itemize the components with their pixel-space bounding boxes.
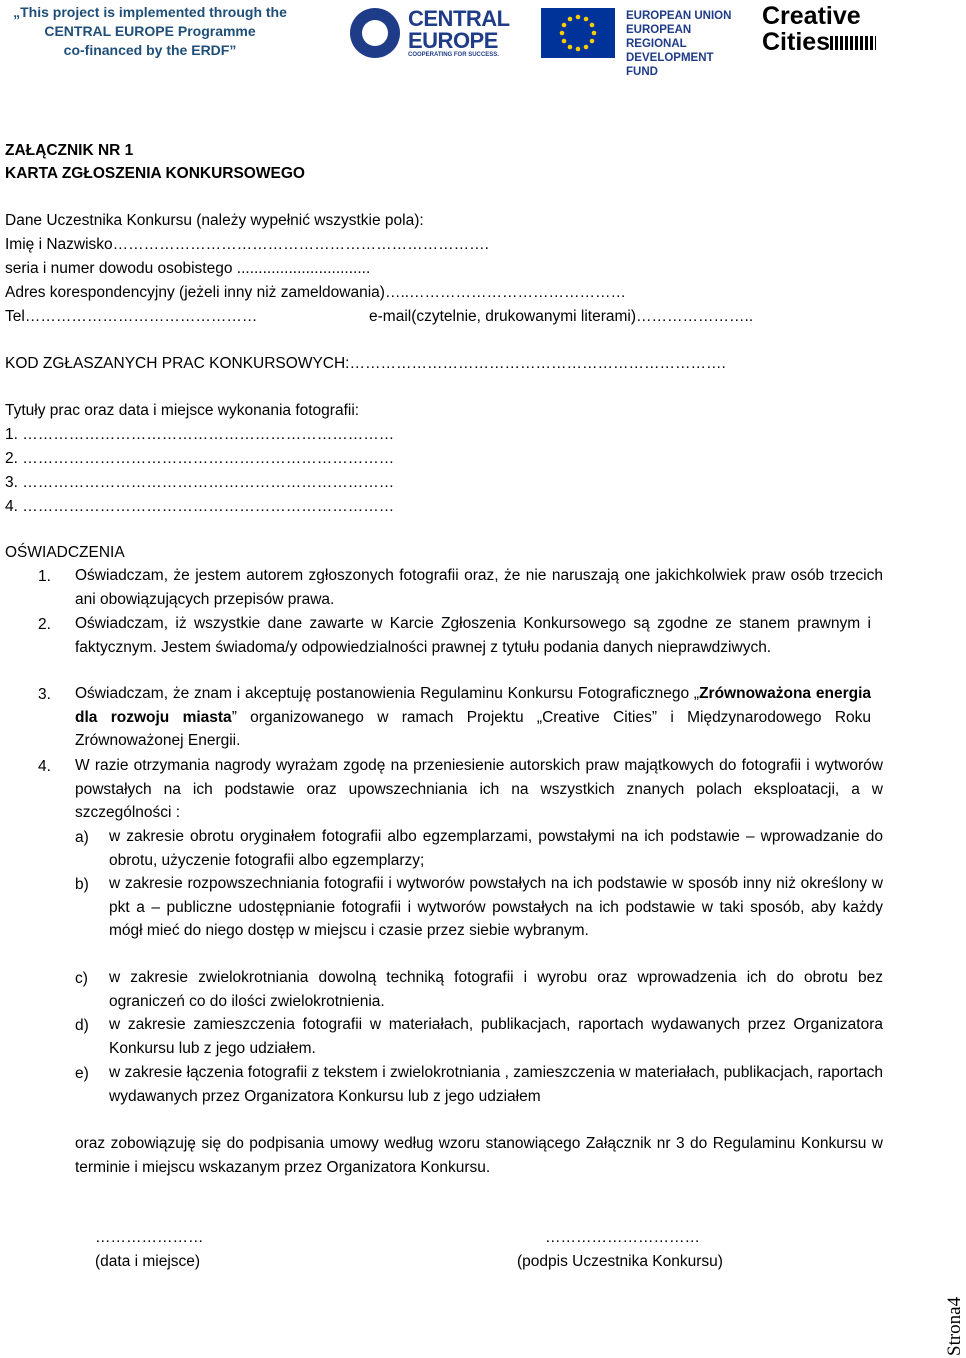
tel-field[interactable]: Tel……………………………………… [5,308,258,325]
signature-field[interactable]: ………………………… [545,1229,700,1246]
sub-item-c-letter: c) [75,970,88,987]
title-entry-4[interactable]: 4. ……………………………………………………………… [5,498,395,515]
eu-fund-label [626,9,746,79]
sub-item-c-text: w zakresie zwielokrotniania dowolną techniką fotografii i wyrobu oraz wprowadzenia ich do obrotu bez ograniczeń co do ilości zwielokrotnienia. [109,969,883,1010]
declaration-3-text-end: ” organizowanego w ramach Projektu „Creative Cities” i Międzynarodowego Roku Zrównoważonej Energii. [75,708,872,749]
project-line-1: „This project is implemented through the [13,4,287,20]
declaration-4-number: 4. [38,758,51,775]
declaration-3-text-start: Oświadczam, że znam i akceptuję postanowienia Regulaminu Konkursu Fotograficznego „ [75,685,700,702]
declaration-3-text [75,682,871,753]
sub-item-b-letter: b) [75,876,89,893]
address-field[interactable]: Adres korespondencyjny (jeżeli inny niż zameldowania)…..…………………………………… [5,284,627,301]
form-title: KARTA ZGŁOSZENIA KONKURSOWEGO [5,165,305,182]
central-europe-emblem-icon [350,8,400,58]
declaration-3-number: 3. [38,686,51,703]
works-code-field[interactable]: KOD ZGŁASZANYCH PRAC KONKURSOWYCH:………………………………………………………………. [5,355,726,372]
cc-dots-icon [830,36,876,50]
declaration-2-text: Oświadczam, iż wszystkie dane zawarte w Karcie Zgłoszenia Konkursowego są zgodne ze stanem prawnym i faktycznym. Jestem świadoma/y odpowiedzialności prawnej z tytułu podania danych nieprawdziwych. [75,615,871,656]
sub-item-d-letter: d) [75,1017,89,1034]
sub-item-a-text: w zakresie obrotu oryginałem fotografii albo egzemplarzami, powstałymi na ich podstawie – wprowadzanie do obrotu, użyczenie fotografii albo egzemplarzy; [109,828,883,869]
declarations-heading: OŚWIADCZENIA [5,544,125,561]
annex-title: ZAŁĄCZNIK NR 1 [5,142,134,159]
creative-cities-logo [762,3,876,55]
project-statement [0,3,300,60]
date-place-field[interactable]: ………………… [95,1229,204,1246]
eu-flag-icon [541,8,615,58]
page-number: Strona4 [944,1296,965,1356]
cc-line-2: Cities [762,28,831,56]
sub-item-d-text: w zakresie zamieszczenia fotografii w materiałach, publikacjach, raportach wydawanych przez Organizatora Konkursu lub z jego udziałem. [109,1016,883,1057]
name-field[interactable]: Imię i Nazwisko………………………………………………………………. [5,236,489,253]
closing-statement: oraz zobowiązuję się do podpisania umowy według wzoru stanowiącego Załącznik nr 3 do Regulaminu Konkursu w terminie i miejscu wskazanym przez Organizatora Konkursu. [75,1135,883,1176]
sub-item-e-text: w zakresie łączenia fotografii z tekstem i zwielokrotniania , zamieszczenia w materiałach, publikacjach, raportach wydawanych przez Organizatora Konkursu lub z jego udziałem [109,1064,883,1105]
ce-logo-line-2: EUROPE [408,28,498,53]
title-entry-1[interactable]: 1. ……………………………………………………………… [5,426,395,443]
project-line-2: CENTRAL EUROPE Programme [44,23,256,39]
declaration-4-text: W razie otrzymania nagrody wyrażam zgodę na przeniesienie autorskich praw majątkowych do fotografii i wytworów powstałych na ich podstawie oraz upowszechniania ich na wszystkich znanych polach eksploatacji, a w szczególności : [75,757,883,821]
cc-line-1: Creative [762,2,861,30]
sub-item-e-letter: e) [75,1065,89,1082]
id-field[interactable]: seria i numer dowodu osobistego ............................... [5,260,371,277]
declaration-1-number: 1. [38,568,51,585]
contest-name: Zrównoważona energia dla rozwoju miasta [75,685,871,726]
declaration-1-text: Oświadczam, że jestem autorem zgłoszonych fotografii oraz, że nie naruszają one jakichkolwiek praw osób trzecich ani obowiązujących przepisów prawa. [75,567,883,608]
ce-logo-line-1: CENTRAL [408,6,510,31]
eu-line-3: DEVELOPMENT FUND [626,52,714,78]
signature-label: (podpis Uczestnika Konkursu) [517,1253,723,1270]
eu-line-1: EUROPEAN UNION [626,10,732,22]
title-entry-3[interactable]: 3. ……………………………………………………………… [5,474,395,491]
ce-logo-tagline: COOPERATING FOR SUCCESS. [408,52,499,58]
participant-heading: Dane Uczestnika Konkursu (należy wypełnić wszystkie pola): [5,212,424,229]
project-line-3: co-financed by the ERDF” [63,42,237,58]
sub-item-b-text: w zakresie rozpowszechniania fotografii i wytworów powstałych na ich podstawie w sposób inny niż określony w pkt a – publiczne udostępnianie fotografii i wytworów powstałych na ich podstawie w taki sposób, aby każdy mógł mieć do niego dostęp w miejscu i czasie przez siebie wybranym. [109,875,883,939]
email-field[interactable]: e-mail(czytelnie, drukowanymi literami)………………….. [369,308,754,325]
date-place-label: (data i miejsce) [95,1253,201,1270]
central-europe-logo [350,6,525,60]
title-entry-2[interactable]: 2. ……………………………………………………………… [5,450,395,467]
declaration-2-number: 2. [38,616,51,633]
eu-line-2: EUROPEAN REGIONAL [626,24,692,50]
titles-heading: Tytuły prac oraz data i miejsce wykonania fotografii: [5,402,360,419]
sub-item-a-letter: a) [75,829,89,846]
